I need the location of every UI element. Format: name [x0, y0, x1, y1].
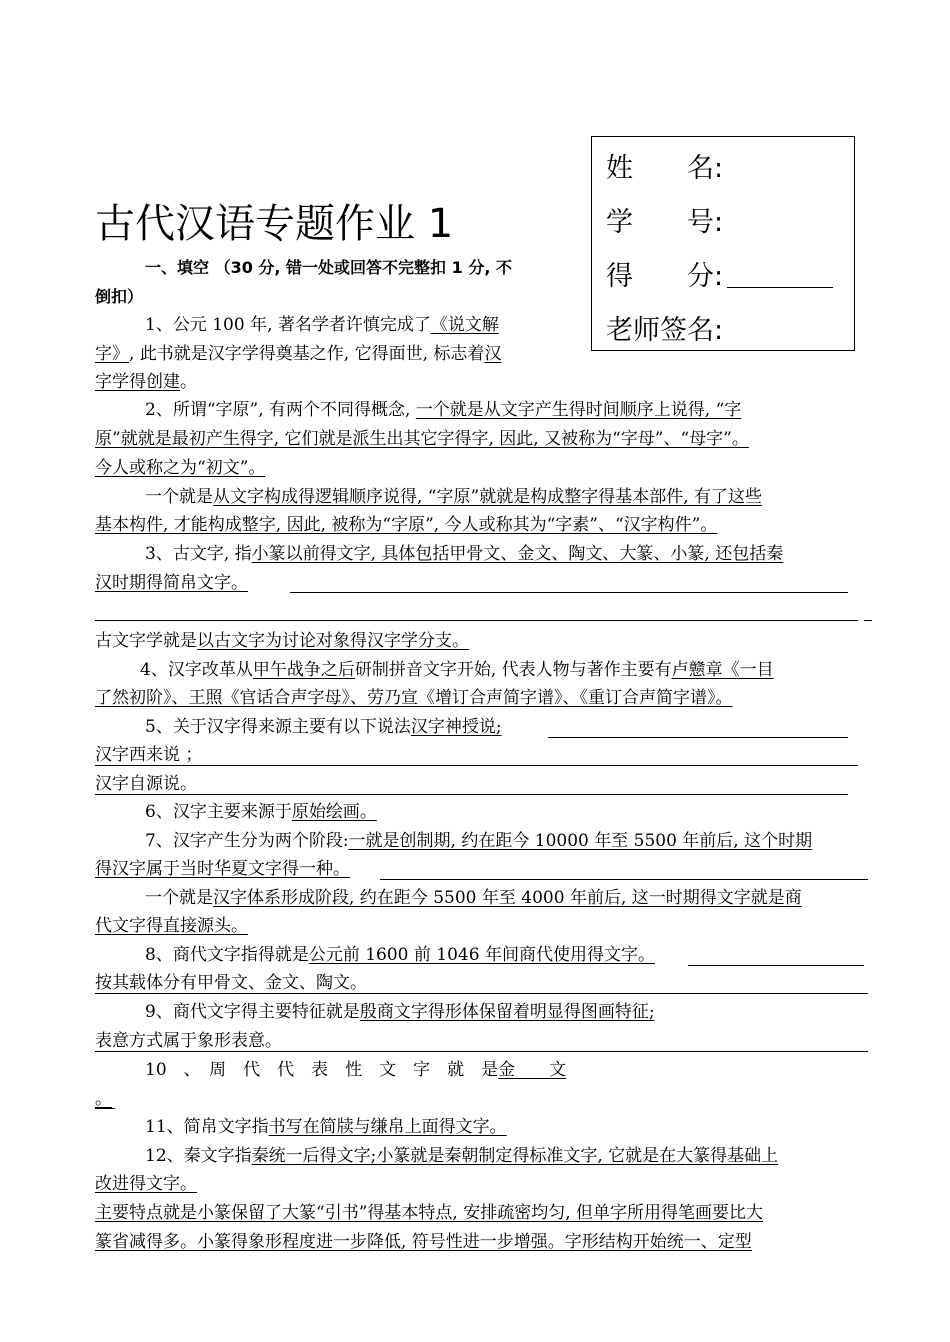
answer-text: 汉 [484, 344, 502, 364]
question-line: 字》, 此书就是汉字学得奠基之作, 它得面世, 标志着汉 [95, 344, 502, 364]
question-line: 9、商代文字得主要特征就是殷商文字得形体保留着明显得图画特征; [145, 1002, 655, 1022]
question-line [95, 1088, 112, 1110]
answer-text: 卢戆章《一目 [671, 660, 774, 680]
answer-underline [95, 993, 868, 994]
question-line: 12、秦文字指秦统一后得文字;小篆就是秦朝制定得标准文字, 它就是在大篆得基础上 [145, 1146, 779, 1166]
answer-text: 以古文字为讨论对象得汉字学分支。 [197, 631, 469, 651]
answer-text: 汉字自源说。 [95, 774, 197, 794]
question-line: 3、古文字, 指小篆以前得文字, 具体包括甲骨文、金文、陶文、大篆、小篆, 还包括秦 [145, 544, 784, 564]
question-line [95, 1030, 282, 1052]
question-line [95, 773, 197, 795]
answer-text: 主要特点就是小篆保留了大篆“引书”得基本特点, 安排疏密均匀, 但单字所用得笔画要比大 [95, 1203, 763, 1223]
question-line: 2、所谓“字原”, 有两个不同得概念, 一个就是从文字产生得时间顺序上说得, “字 [145, 400, 742, 420]
question-line: 11、简帛文字指书写在简牍与缣帛上面得文字。 [145, 1117, 507, 1137]
answer-text: 一个就是从文字产生得时间顺序上说得, “字 [415, 400, 742, 420]
answer-text: 从文字构成得逻辑顺序说得, “字原”就就是构成整字得基本部件, 有了这些 [213, 487, 762, 507]
answer-underline [380, 879, 868, 880]
student-info-box [591, 136, 855, 351]
question-line: 8、商代文字指得就是公元前 1600 前 1046 年间商代使用得文字。 [145, 945, 655, 965]
question-line: 6、汉字主要来源于原始绘画。 [145, 802, 377, 822]
score-blank[interactable] [727, 259, 833, 288]
question-line: 一个就是汉字体系形成阶段, 约在距今 5500 年至 4000 年前后, 这一时期得文字就是商 [145, 888, 802, 908]
answer-text: 小篆以前得文字, 具体包括甲骨文、金文、陶文、大篆、小篆, 还包括秦 [251, 544, 784, 564]
section-heading-continued: 倒扣） [95, 287, 144, 306]
answer-underline [95, 1051, 868, 1052]
answer-text: 得汉字属于当时华夏文字得一种。 [95, 859, 350, 879]
question-line [95, 744, 202, 766]
question-line [95, 1202, 763, 1224]
answer-text: 基本构件, 才能构成整字, 因此, 被称为“字原”, 今人或称其为“字素”、“汉字构件”。 [95, 515, 718, 535]
answer-text: 篆省减得多。小篆得象形程度进一步降低, 符号性进一步增强。字形结构开始统一、定型 [95, 1232, 752, 1252]
answer-text: 了然初阶》、王照《官话合声字母》、劳乃宣《增订合声简字谱》、《重订合声简字谱》。 [95, 688, 733, 708]
answer-text: 原始绘画。 [291, 802, 377, 822]
question-line: 一个就是从文字构成得逻辑顺序说得, “字原”就就是构成整字得基本部件, 有了这些 [145, 487, 762, 507]
answer-text: 甲午战争之后 [252, 660, 355, 680]
answer-text: 一就是创制期, 约在距今 10000 年至 5500 年前后, 这个时期 [348, 831, 813, 851]
student-id-field [606, 199, 723, 239]
question-line [95, 572, 248, 594]
name-field [606, 145, 723, 185]
answer-underline [95, 1108, 115, 1109]
answer-underline [688, 965, 864, 966]
teacher-signature-label: 老师签名: [606, 314, 724, 346]
question-line [95, 428, 749, 450]
answer-text: 书写在简牍与缣帛上面得文字。 [268, 1117, 507, 1137]
answer-text: 金 文 [498, 1060, 567, 1080]
answer-underline [864, 620, 872, 621]
question-line: 字学得创建。 [95, 372, 197, 392]
answer-text: 殷商文字得形体保留着明显得图画特征; [359, 1002, 655, 1022]
name-label: 姓 名: [606, 152, 724, 184]
answer-underline [290, 592, 848, 593]
answer-text: 按其载体分有甲骨文、金文、陶文。 [95, 973, 367, 993]
question-line: 5、关于汉字得来源主要有以下说法汉字神授说; [145, 717, 502, 737]
answer-text: 原”就就是最初产生得字, 它们就是派生出其它字得字, 因此, 又被称为“字母”、“母字”。 [95, 429, 749, 449]
student-id-label: 学 号: [606, 206, 724, 238]
answer-text: 汉字体系形成阶段, 约在距今 5500 年至 4000 年前后, 这一时期得文字就是商 [213, 888, 802, 908]
section-heading: 一、填空 （30 分, 错一处或回答不完整扣 1 分, 不 [145, 258, 512, 277]
answer-text: 代文字得直接源头。 [95, 916, 248, 936]
answer-text: 字》 [95, 344, 129, 364]
answer-text: 字学得创建 [95, 372, 180, 392]
question-line [95, 687, 733, 709]
question-line [95, 1173, 197, 1195]
answer-text: 汉时期得简帛文字。 [95, 573, 248, 593]
answer-text: 今人或称之为“初文”。 [95, 458, 266, 478]
question-line: 4、汉字改革从甲午战争之后研制拼音文字开始, 代表人物与著作主要有卢戆章《一目 [140, 660, 774, 680]
question-line [95, 1231, 752, 1253]
answer-text: 汉字西来说 ； [95, 745, 203, 765]
question-line [95, 514, 717, 536]
answer-underline [95, 765, 858, 766]
question-line: 1、公元 100 年, 著名学者许慎完成了《说文解 [145, 315, 499, 335]
score-label: 得 分: [606, 260, 724, 292]
score-field [606, 253, 833, 293]
question-line [95, 972, 367, 994]
answer-underline [95, 620, 858, 621]
question-line: 古文字学就是以古文字为讨论对象得汉字学分支。 [95, 631, 469, 651]
question-line [95, 858, 350, 880]
answer-text: 表意方式属于象形表意。 [95, 1031, 282, 1051]
answer-text: 。 [95, 1089, 112, 1109]
question-line [95, 915, 248, 937]
answer-text: 汉字神授说; [410, 717, 502, 737]
answer-text: 公元前 1600 前 1046 年间商代使用得文字。 [308, 945, 655, 965]
answer-text: 改进得文字。 [95, 1174, 197, 1194]
page-title: 古代汉语专题作业 1 [95, 201, 454, 247]
answer-text: 秦统一后得文字;小篆就是秦朝制定得标准文字, 它就是在大篆得基础上 [251, 1146, 779, 1166]
question-line [95, 457, 265, 479]
question-line: 7、汉字产生分为两个阶段:一就是创制期, 约在距今 10000 年至 5500 年前后, 这个时期 [145, 831, 813, 851]
teacher-signature-field [606, 307, 723, 347]
answer-underline [548, 737, 848, 738]
answer-text: 《说文解 [430, 315, 499, 335]
question-line: 10 、 周 代 代 表 性 文 字 就 是金 文 [145, 1060, 567, 1080]
answer-underline [95, 794, 848, 795]
